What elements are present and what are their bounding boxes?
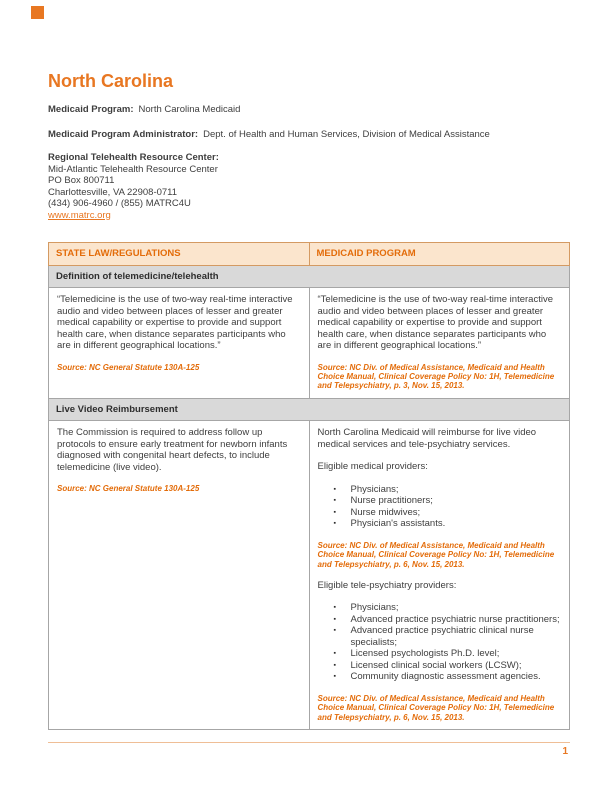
state-law-cell: [49, 421, 310, 730]
page-title: North Carolina: [48, 71, 174, 91]
bullet-text: Physicians;: [350, 483, 399, 495]
bullet-item: [318, 602, 562, 614]
table-header-row: [49, 243, 570, 266]
page-number: 1: [562, 746, 568, 758]
footer-rule: [48, 742, 570, 757]
medicaid-program-cell: [309, 421, 570, 730]
bullet-text: Nurse midwives;: [350, 506, 421, 518]
source-citation: Source: NC Div. of Medical Assistance, Medicaid and Health Choice Manual, Clinical Coverage Policy No: 1H, Telemedicine and Telepsychiatry, p. 3, Nov. 15, 2013.: [317, 362, 555, 391]
resource-center-block: [48, 152, 570, 221]
medicaid-program-value: North Carolina Medicaid: [138, 104, 241, 115]
section-title: Live Video Reimbursement: [49, 398, 570, 421]
section-content-row: [49, 288, 570, 399]
section-content-row: [49, 421, 570, 730]
square-bullet-icon: ▪: [333, 673, 336, 681]
cell-paragraph: “Telemedicine is the use of two-way real-time interactive audio and video between places of lesser and greater medical capability or expertise to provide and support health care, when distance separates participants who are in different geographical locations.”: [57, 294, 293, 351]
bullet-item: [318, 495, 562, 507]
resource-center-city: Charlottesville, VA 22908-0711: [48, 186, 178, 198]
bullet-item: [318, 614, 562, 626]
resource-center-name: Mid-Atlantic Telehealth Resource Center: [48, 163, 218, 175]
column-header-state-law: STATE LAW/REGULATIONS: [49, 243, 310, 266]
source-citation: Source: NC General Statute 130A-125: [57, 362, 200, 372]
administrator-value: Dept. of Health and Human Services, Division of Medical Assistance: [203, 128, 490, 140]
bullet-text: Physician's assistants.: [350, 518, 446, 530]
medicaid-program-line: [48, 104, 570, 116]
matrc-website-link[interactable]: www.matrc.org: [48, 209, 111, 221]
source-citation: Source: NC Div. of Medical Assistance, Medicaid and Health Choice Manual, Clinical Coverage Policy No: 1H, Telemedicine and Telepsychiatry, p. 6, Nov. 15, 2013.: [317, 693, 555, 722]
state-law-cell: [49, 288, 310, 399]
square-bullet-icon: ▪: [333, 604, 336, 612]
bullet-item: [318, 648, 562, 660]
administrator-label: Medicaid Program Administrator:: [48, 128, 199, 140]
bullet-text: Advanced practice psychiatric clinical nurse specialists;: [350, 625, 534, 648]
column-header-medicaid-program: MEDICAID PROGRAM: [309, 243, 570, 266]
bullet-text: Licensed psychologists Ph.D. level;: [350, 648, 500, 660]
section-title-row: [49, 398, 570, 421]
square-bullet-icon: ▪: [333, 497, 336, 505]
table-body: [49, 265, 570, 730]
bullet-text: Nurse practitioners;: [350, 495, 433, 507]
square-bullet-icon: ▪: [333, 508, 336, 516]
cell-paragraph: Eligible tele-psychiatry providers:: [317, 579, 457, 591]
medicaid-program-label: Medicaid Program:: [48, 104, 134, 115]
cell-paragraph: North Carolina Medicaid will reimburse for live video medical services and tele-psychiatry services.: [317, 427, 537, 450]
bullet-item: [318, 660, 562, 672]
cell-paragraph: Eligible medical providers:: [317, 461, 428, 473]
section-title: Definition of telemedicine/telehealth: [49, 265, 570, 288]
policy-comparison-table: [48, 242, 570, 730]
square-bullet-icon: ▪: [333, 627, 336, 635]
medicaid-program-cell: [309, 288, 570, 399]
square-bullet-icon: ▪: [333, 661, 336, 669]
bullet-text: Physicians;: [350, 602, 399, 614]
source-citation: Source: NC General Statute 130A-125: [57, 484, 200, 494]
bullet-item: [318, 484, 562, 496]
square-bullet-icon: ▪: [333, 485, 336, 493]
resource-center-pobox: PO Box 800711: [48, 175, 115, 186]
square-bullet-icon: ▪: [333, 650, 336, 658]
administrator-line: [48, 129, 570, 141]
bullet-item: [318, 625, 562, 648]
square-bullet-icon: ▪: [333, 615, 336, 623]
bullet-item: [318, 671, 562, 683]
section-title-row: [49, 265, 570, 288]
bullet-item: [318, 518, 562, 530]
cell-paragraph: The Commission is required to address follow up protocols to ensure early treatment for newborn infants diagnosed with congenital heart defects, to include telemedicine (live video).: [57, 427, 288, 473]
corner-marker-icon: [31, 6, 44, 19]
square-bullet-icon: ▪: [333, 520, 336, 528]
resource-center-label: Regional Telehealth Resource Center:: [48, 152, 219, 163]
bullet-text: Licensed clinical social workers (LCSW);: [350, 659, 522, 671]
cell-paragraph: “Telemedicine is the use of two-way real-time interactive audio and video between places of lesser and greater medical capability or expertise to provide and support health care, when distance separates participants who are in different geographical locations.”: [317, 294, 553, 351]
bullet-text: Community diagnostic assessment agencies.: [350, 671, 541, 683]
bullet-text: Advanced practice psychiatric nurse practitioners;: [350, 613, 560, 625]
resource-center-phone: (434) 906-4960 / (855) MATRC4U: [48, 198, 191, 209]
bullet-item: [318, 507, 562, 519]
bullet-list: [318, 484, 562, 530]
source-citation: Source: NC Div. of Medical Assistance, Medicaid and Health Choice Manual, Clinical Coverage Policy No: 1H, Telemedicine and Telepsychiatry, p. 6, Nov. 15, 2013.: [317, 540, 555, 569]
bullet-list: [318, 602, 562, 683]
